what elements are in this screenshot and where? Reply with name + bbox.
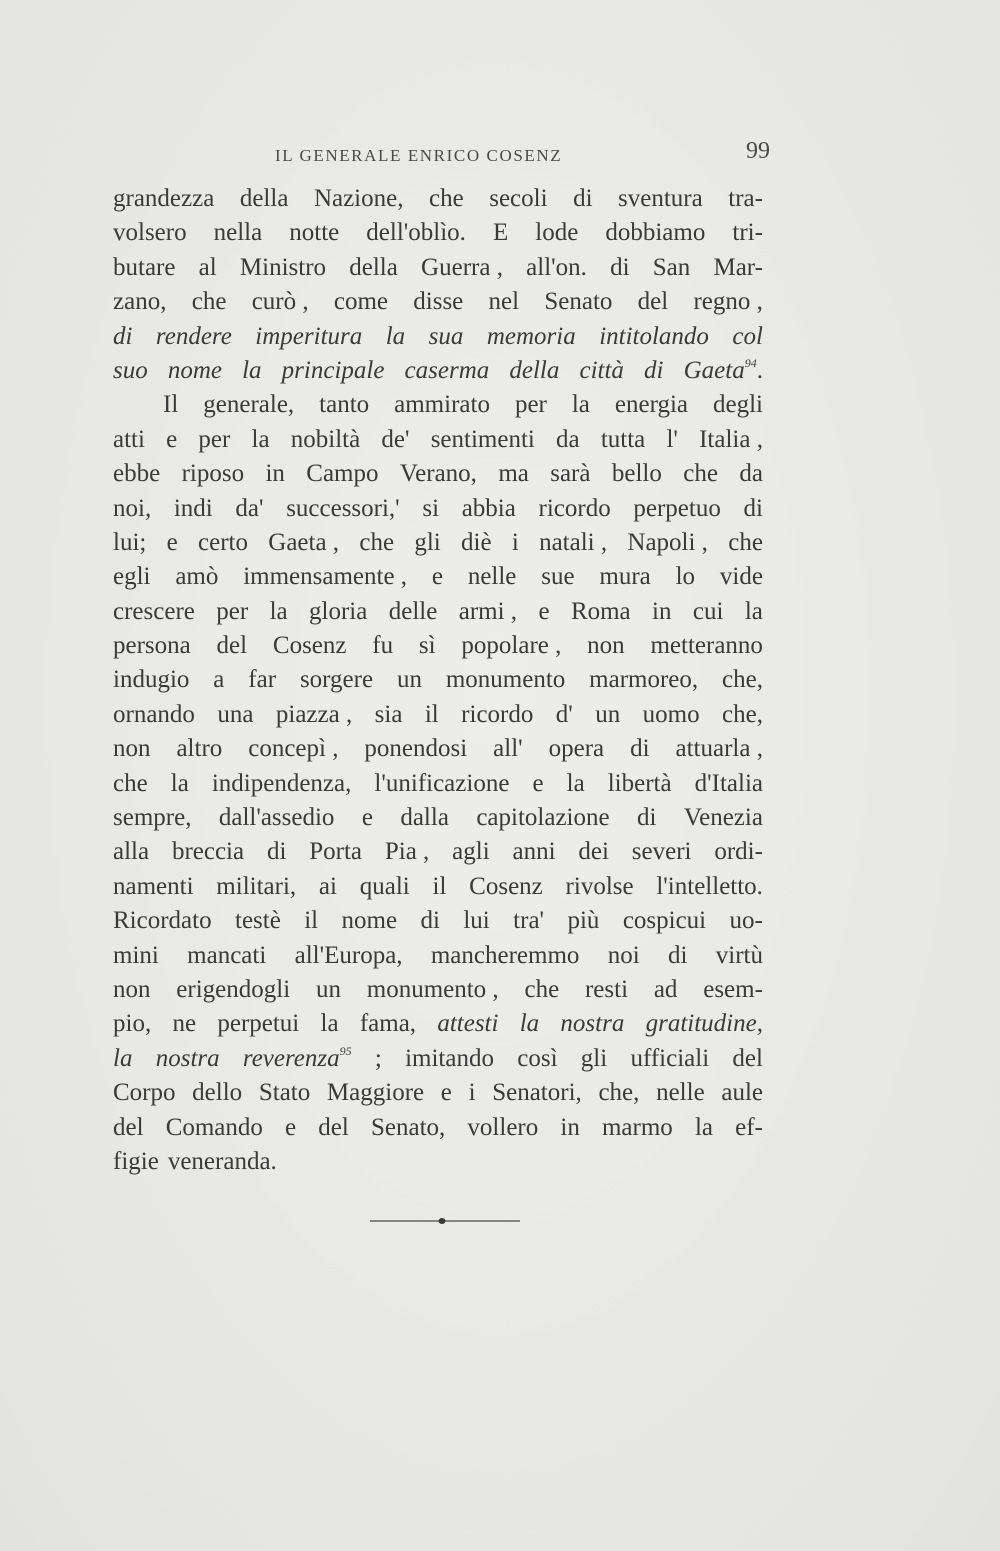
word: che, xyxy=(598,1079,640,1107)
word: immensamente , xyxy=(243,563,408,591)
word: nella xyxy=(213,219,263,247)
text-line xyxy=(113,285,763,319)
word: lode xyxy=(535,219,579,247)
word: dei xyxy=(578,838,609,866)
word: sventura xyxy=(618,185,703,212)
text-line xyxy=(113,526,763,560)
word: del xyxy=(216,632,248,660)
word: di xyxy=(630,735,650,763)
word: San xyxy=(652,253,691,281)
word: Italia , xyxy=(699,425,763,453)
word: Stato xyxy=(258,1079,311,1107)
word: imperitura xyxy=(255,322,363,350)
text-line xyxy=(113,1111,763,1145)
word: ricordo xyxy=(461,700,534,728)
word: perpetui xyxy=(217,1010,300,1038)
word: noi xyxy=(607,941,640,969)
word: uo- xyxy=(729,907,763,935)
word: attuarla , xyxy=(675,735,763,763)
word: nel xyxy=(488,288,520,316)
word: Roma xyxy=(570,597,631,625)
word: i xyxy=(511,528,519,556)
word: severi xyxy=(631,838,692,866)
word: e xyxy=(361,804,373,832)
word: monumento , xyxy=(366,975,499,1003)
word: l'intelletto. xyxy=(656,872,763,900)
word: curò , xyxy=(251,288,309,316)
word: libertà xyxy=(607,769,672,797)
word: una xyxy=(217,700,254,728)
word: ef- xyxy=(735,1113,763,1141)
word: i xyxy=(468,1079,476,1107)
word: che xyxy=(728,528,763,556)
word: noi, xyxy=(113,494,152,522)
word: sua xyxy=(428,322,464,350)
word: gli xyxy=(414,528,441,556)
text-line xyxy=(113,560,763,594)
word: un xyxy=(396,666,422,694)
word: e xyxy=(532,769,544,797)
word: sorgere xyxy=(299,666,374,694)
word: Pia , xyxy=(384,838,430,866)
word: gratitudine, xyxy=(645,1010,763,1038)
word: mini xyxy=(113,941,159,969)
word: dalla xyxy=(400,804,449,832)
word: d' xyxy=(555,700,573,728)
word: ammirato xyxy=(394,391,490,419)
word: tutta xyxy=(600,425,646,453)
word: militari, xyxy=(216,872,297,900)
word: della xyxy=(509,356,560,384)
word: namenti xyxy=(113,872,194,900)
word: per xyxy=(198,425,231,453)
word: bello xyxy=(611,460,662,488)
word: Corpo xyxy=(113,1079,176,1107)
word: Gaeta$^{94}$. xyxy=(683,355,763,384)
word: Campo xyxy=(306,460,379,488)
text-line xyxy=(113,1145,763,1179)
word: di xyxy=(636,804,657,832)
word: Il xyxy=(163,391,179,419)
word: sarà xyxy=(550,460,591,488)
word: in xyxy=(560,1113,580,1141)
word: che xyxy=(524,975,560,1003)
word: la xyxy=(566,769,585,797)
word: del xyxy=(637,288,669,316)
text-line xyxy=(113,629,763,663)
word: armi , xyxy=(458,597,518,625)
text-line xyxy=(113,423,763,457)
word: ne xyxy=(172,1010,197,1038)
text-line xyxy=(113,767,763,801)
word: anni xyxy=(512,838,556,866)
text-line xyxy=(113,216,763,250)
word: altro xyxy=(176,735,223,763)
word: nome xyxy=(167,356,222,384)
word: concepì , xyxy=(248,735,339,763)
page-number: 99 xyxy=(746,138,770,164)
word: di xyxy=(266,838,287,866)
word: popolare , xyxy=(461,632,562,660)
word: che xyxy=(359,528,395,556)
word: non xyxy=(113,735,151,763)
word: dall'assedio xyxy=(218,804,335,832)
word: di xyxy=(573,185,593,212)
word: all'on. xyxy=(526,253,587,281)
word: metteranno xyxy=(650,632,763,660)
word: rivolse xyxy=(565,872,634,900)
text-line xyxy=(113,1042,763,1076)
word: da xyxy=(556,425,580,453)
word: di xyxy=(644,356,664,384)
word: ponendosi xyxy=(364,735,468,763)
text-line xyxy=(113,492,763,526)
word: più xyxy=(567,907,600,935)
word: Porta xyxy=(309,838,363,866)
word: notte xyxy=(289,219,340,247)
word: nostra xyxy=(155,1044,220,1072)
word: energia xyxy=(614,391,688,419)
word: certo xyxy=(198,528,248,556)
word: tra- xyxy=(728,185,763,212)
text-line xyxy=(113,457,763,491)
word: per xyxy=(514,391,547,419)
word: ad xyxy=(653,975,678,1003)
word: generale, xyxy=(203,391,295,419)
word: ornando xyxy=(113,700,195,728)
word: gloria xyxy=(309,597,368,625)
word: e xyxy=(166,528,178,556)
word: che xyxy=(191,288,227,316)
word: lui xyxy=(463,907,490,935)
word: che, xyxy=(722,700,763,728)
word: egli xyxy=(113,563,151,591)
word: per xyxy=(216,597,249,625)
word: non xyxy=(113,975,151,1003)
word: sì xyxy=(418,632,436,660)
word: marmo xyxy=(601,1113,673,1141)
word: Nazione, xyxy=(313,185,404,212)
text-line xyxy=(113,835,763,869)
footnote-marker: 95 xyxy=(339,1043,352,1058)
word: attesti xyxy=(437,1010,499,1038)
word: suo xyxy=(113,356,148,384)
word: la xyxy=(320,1010,339,1038)
word: di xyxy=(610,253,630,281)
word: erigendogli xyxy=(176,975,291,1003)
word: Cosenz xyxy=(272,632,347,660)
word: del xyxy=(113,1113,144,1141)
word: al xyxy=(198,253,217,281)
word: regno , xyxy=(693,288,763,316)
word: l' xyxy=(666,425,678,453)
word: testè xyxy=(235,907,281,935)
word: intitolando xyxy=(599,322,709,350)
word: nobiltà xyxy=(290,425,361,453)
word: Maggiore xyxy=(326,1079,425,1107)
word: nelle xyxy=(467,563,517,591)
word: nome xyxy=(341,907,398,935)
word: zano, xyxy=(113,288,167,316)
text-line xyxy=(113,870,763,904)
word: che, xyxy=(722,666,763,694)
word: un xyxy=(595,700,621,728)
word: uomo xyxy=(642,700,700,728)
text-line xyxy=(113,595,763,629)
text-line xyxy=(113,388,763,422)
word: lui; xyxy=(113,528,147,556)
text-line xyxy=(113,251,763,285)
word: della xyxy=(349,253,398,281)
word: e xyxy=(285,1113,297,1141)
word: Verano, xyxy=(399,460,477,488)
text-line xyxy=(113,698,763,732)
word: tri- xyxy=(732,219,763,247)
line-dot-ornament-icon xyxy=(370,1213,520,1229)
word: rendere xyxy=(155,322,232,350)
word: di xyxy=(420,907,440,935)
word: Guerra , xyxy=(421,253,503,281)
word: Cosenz xyxy=(469,872,543,900)
word: ordi- xyxy=(714,838,763,866)
word: la xyxy=(744,597,763,625)
word: volsero xyxy=(113,219,187,247)
word: fu xyxy=(372,632,394,660)
word: così xyxy=(517,1044,558,1072)
word: successori,' xyxy=(286,494,400,522)
text-line xyxy=(113,1076,763,1110)
word: la xyxy=(269,597,288,625)
word: la xyxy=(170,769,189,797)
word: memoria xyxy=(486,322,576,350)
word: sentimenti xyxy=(430,425,535,453)
word: persona xyxy=(113,632,191,660)
word: far xyxy=(248,666,277,694)
word: Comando xyxy=(165,1113,263,1141)
text-line xyxy=(113,320,763,354)
word: e xyxy=(431,563,443,591)
word: cospicui xyxy=(622,907,707,935)
word: figie xyxy=(113,1147,159,1175)
word: da xyxy=(739,460,763,488)
text-line xyxy=(113,939,763,973)
word: di xyxy=(113,322,133,350)
word: diè xyxy=(461,528,492,556)
word: indugio xyxy=(113,666,190,694)
word: che xyxy=(113,769,148,797)
word: la xyxy=(571,391,590,419)
running-header xyxy=(110,140,770,170)
word: atti xyxy=(113,425,145,453)
word: Ministro xyxy=(239,253,327,281)
word: tanto xyxy=(319,391,370,419)
text-line xyxy=(113,354,763,388)
word: nelle xyxy=(656,1079,705,1107)
word: mura xyxy=(599,563,651,591)
word: col xyxy=(732,322,763,350)
word: in xyxy=(265,460,285,488)
word: come xyxy=(333,288,389,316)
word: abbia xyxy=(461,494,516,522)
footnote-marker: 94 xyxy=(744,355,757,370)
word: ebbe xyxy=(113,460,161,488)
word: monumento xyxy=(445,666,566,694)
word: secoli xyxy=(489,185,548,212)
word: all'Europa, xyxy=(294,941,403,969)
word: città xyxy=(579,356,624,384)
word: da' xyxy=(235,494,264,522)
text-line xyxy=(113,904,763,938)
word: nostra xyxy=(560,1010,625,1038)
text-line xyxy=(113,182,763,216)
word: quali xyxy=(359,872,410,900)
word: ricordo xyxy=(538,494,611,522)
word: virtù xyxy=(715,941,763,969)
word: Venezia xyxy=(683,804,763,832)
word: riposo xyxy=(181,460,245,488)
word: agli xyxy=(452,838,490,866)
word: un xyxy=(315,975,341,1003)
word: resti xyxy=(584,975,629,1003)
word: dello xyxy=(192,1079,243,1107)
word: che xyxy=(683,460,718,488)
word: amò xyxy=(175,563,219,591)
word: degli xyxy=(712,391,763,419)
word: grandezza xyxy=(113,185,215,212)
word: butare xyxy=(113,253,176,281)
word: dobbiamo xyxy=(605,219,706,247)
word: principale xyxy=(281,356,385,384)
word: vollero xyxy=(467,1113,539,1141)
word: delle xyxy=(388,597,438,625)
word: la xyxy=(519,1010,540,1038)
word: la xyxy=(251,425,270,453)
word: disse xyxy=(413,288,464,316)
word: Senato, xyxy=(370,1113,446,1141)
word: di xyxy=(743,494,763,522)
word: natali , xyxy=(539,528,608,556)
word: la xyxy=(242,356,262,384)
running-title: IL GENERALE ENRICO COSENZ xyxy=(275,146,563,165)
word: ma xyxy=(498,460,529,488)
word: a xyxy=(213,666,225,694)
word: e xyxy=(538,597,550,625)
word: cui xyxy=(692,597,724,625)
word: Napoli , xyxy=(627,528,708,556)
word: sue xyxy=(541,563,575,591)
word: mancati xyxy=(187,941,267,969)
word: indi xyxy=(173,494,213,522)
word: reverenza$^{95}$ xyxy=(242,1043,352,1072)
text-line xyxy=(113,732,763,766)
word: Senato xyxy=(544,288,613,316)
text-line xyxy=(113,663,763,697)
word: dell'oblìo. xyxy=(366,219,466,247)
word: il xyxy=(424,700,439,728)
word: il xyxy=(304,907,319,935)
word: piazza , xyxy=(275,700,353,728)
word: ai xyxy=(318,872,337,900)
word: alla xyxy=(113,838,150,866)
word: la xyxy=(113,1044,133,1072)
word: del xyxy=(318,1113,349,1141)
text-line xyxy=(113,973,763,1007)
word: imitando xyxy=(405,1044,494,1072)
word: caserma xyxy=(404,356,490,384)
word: la xyxy=(385,322,406,350)
word: Gaeta , xyxy=(268,528,340,556)
word: sempre, xyxy=(113,804,192,832)
word: Mar- xyxy=(713,253,763,281)
word: indipendenza, xyxy=(211,769,352,797)
word: vide xyxy=(719,563,763,591)
word: e xyxy=(440,1079,452,1107)
word: di xyxy=(668,941,688,969)
body-text xyxy=(113,182,763,1179)
word: Senatori, xyxy=(492,1079,582,1107)
word: de' xyxy=(381,425,410,453)
word: il xyxy=(432,872,447,900)
word: in xyxy=(652,597,672,625)
word: mancheremmo xyxy=(430,941,580,969)
word: pio, xyxy=(113,1010,152,1038)
word: opera xyxy=(548,735,605,763)
word: all' xyxy=(493,735,523,763)
word: si xyxy=(422,494,440,522)
word: non xyxy=(587,632,625,660)
word: breccia xyxy=(171,838,245,866)
word: E xyxy=(492,219,509,247)
word: perpetuo xyxy=(633,494,721,522)
word: la xyxy=(694,1113,713,1141)
word: lo xyxy=(675,563,696,591)
word: fama, xyxy=(359,1010,417,1038)
word: l'unificazione xyxy=(374,769,510,797)
word: ; xyxy=(374,1044,382,1072)
word: marmoreo, xyxy=(589,666,699,694)
word: che xyxy=(429,185,464,212)
text-line xyxy=(113,1007,763,1041)
word: esem- xyxy=(703,975,763,1003)
word: gli xyxy=(580,1044,608,1072)
word: veneranda. xyxy=(167,1147,277,1175)
word: ufficiali xyxy=(630,1044,710,1072)
word: capitolazione xyxy=(476,804,610,832)
word: aule xyxy=(721,1079,763,1107)
word: Ricordato xyxy=(113,907,212,935)
word: della xyxy=(239,185,289,212)
word: d'Italia xyxy=(694,769,763,797)
word: tra' xyxy=(513,907,545,935)
word: del xyxy=(732,1044,763,1072)
word: sia xyxy=(374,700,403,728)
word: e xyxy=(166,425,178,453)
text-line xyxy=(113,801,763,835)
word: crescere xyxy=(113,597,195,625)
